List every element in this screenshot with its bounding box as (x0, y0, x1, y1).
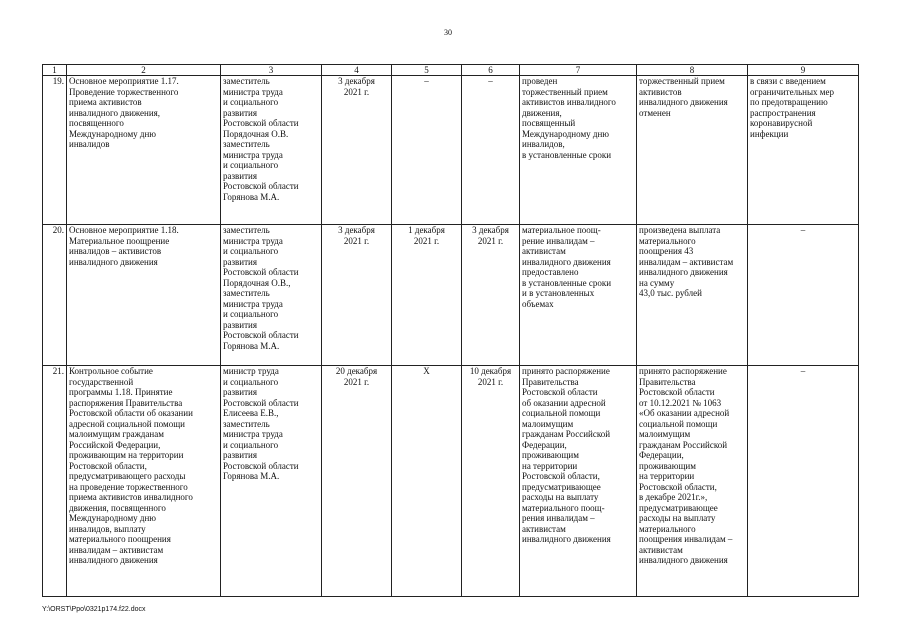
column-header: 1 (43, 65, 67, 76)
actual-result-cell: торжественный прием активистов инвалидного движения отменен (637, 76, 748, 225)
plan-date-cell: 3 декабря 2021 г. (322, 225, 392, 366)
row-number: 19. (43, 76, 67, 225)
plan-date-cell: 20 декабря 2021 г. (322, 366, 392, 597)
fact-end-cell: 10 декабря 2021 г. (462, 366, 520, 597)
fact-start-cell: 1 декабря 2021 г. (392, 225, 462, 366)
event-name-cell: Контрольное событие государственной программы 1.18. Принятие распоряжения Правительства Ростовской области об оказании адресной социальной помощи малоимущим гражданам Российской Федерации, проживающим на территории Ростовской области, предусматривающего расходы на проведение торжественного приема активистов инвалидного движения, посвященного Международному дню инвалидов, выплату материального поощрения инвалидам – активистам инвалидного движения (67, 366, 221, 597)
file-path-footer: Y:\ORST\Ppo\0321p174.f22.docx (42, 606, 146, 613)
column-header: 9 (748, 65, 859, 76)
table-row (43, 366, 859, 597)
fact-end-cell: – (462, 76, 520, 225)
responsible-cell: заместитель министра труда и социального развития Ростовской области Порядочная О.В. заместитель министра труда и социального развития Ростовской области Горянова М.А. (221, 76, 322, 225)
table-row (43, 76, 859, 225)
responsible-cell: министр труда и социального развития Ростовской области Елисеева Е.В., заместитель министра труда и социального развития Ростовской области Горянова М.А. (221, 366, 322, 597)
column-header: 8 (637, 65, 748, 76)
reason-cell: – (748, 225, 859, 366)
fact-start-cell: Х (392, 366, 462, 597)
planned-result-cell: проведен торжественный прием активистов инвалидного движения, посвященный Международному дню инвалидов, в установленные сроки (520, 76, 637, 225)
actual-result-cell: произведена выплата материального поощрения 43 инвалидам – активистам инвалидного движения на сумму 43,0 тыс. рублей (637, 225, 748, 366)
header-row (43, 65, 859, 76)
column-header: 4 (322, 65, 392, 76)
fact-start-cell: – (392, 76, 462, 225)
table-row (43, 225, 859, 366)
responsible-cell: заместитель министра труда и социального развития Ростовской области Порядочная О.В., заместитель министра труда и социального развития Ростовской области Горянова М.А. (221, 225, 322, 366)
planned-result-cell: материальное поощ- рение инвалидам – активистам инвалидного движения предоставлено в установленные сроки и в установленных объемах (520, 225, 637, 366)
page-number: 30 (444, 28, 452, 37)
reason-cell: в связи с введением ограничительных мер по предотвращению распространения коронавирусной инфекции (748, 76, 859, 225)
plan-date-cell: 3 декабря 2021 г. (322, 76, 392, 225)
column-header: 6 (462, 65, 520, 76)
column-header: 5 (392, 65, 462, 76)
event-name-cell: Основное мероприятие 1.17. Проведение торжественного приема активистов инвалидного движения, посвященного Международному дню инвалидов (67, 76, 221, 225)
report-table (42, 64, 859, 597)
column-header: 7 (520, 65, 637, 76)
event-name-cell: Основное мероприятие 1.18. Материальное поощрение инвалидов – активистов инвалидного движения (67, 225, 221, 366)
planned-result-cell: принято распоряжение Правительства Ростовской области об оказании адресной социальной помощи малоимущим гражданам Российской Федерации, проживающим на территории Ростовской области, предусматривающее расходы на выплату материального поощ- рения инвалидам – активистам инвалидного движения (520, 366, 637, 597)
column-header: 3 (221, 65, 322, 76)
row-number: 21. (43, 366, 67, 597)
reason-cell: – (748, 366, 859, 597)
column-header: 2 (67, 65, 221, 76)
actual-result-cell: принято распоряжение Правительства Ростовской области от 10.12.2021 № 1063 «Об оказании адресной социальной помощи малоимущим гражданам Российской Федерации, проживающим на территории Ростовской области, в декабре 2021г.», предусматривающее расходы на выплату материального поощрения инвалидам – активистам инвалидного движения (637, 366, 748, 597)
row-number: 20. (43, 225, 67, 366)
fact-end-cell: 3 декабря 2021 г. (462, 225, 520, 366)
